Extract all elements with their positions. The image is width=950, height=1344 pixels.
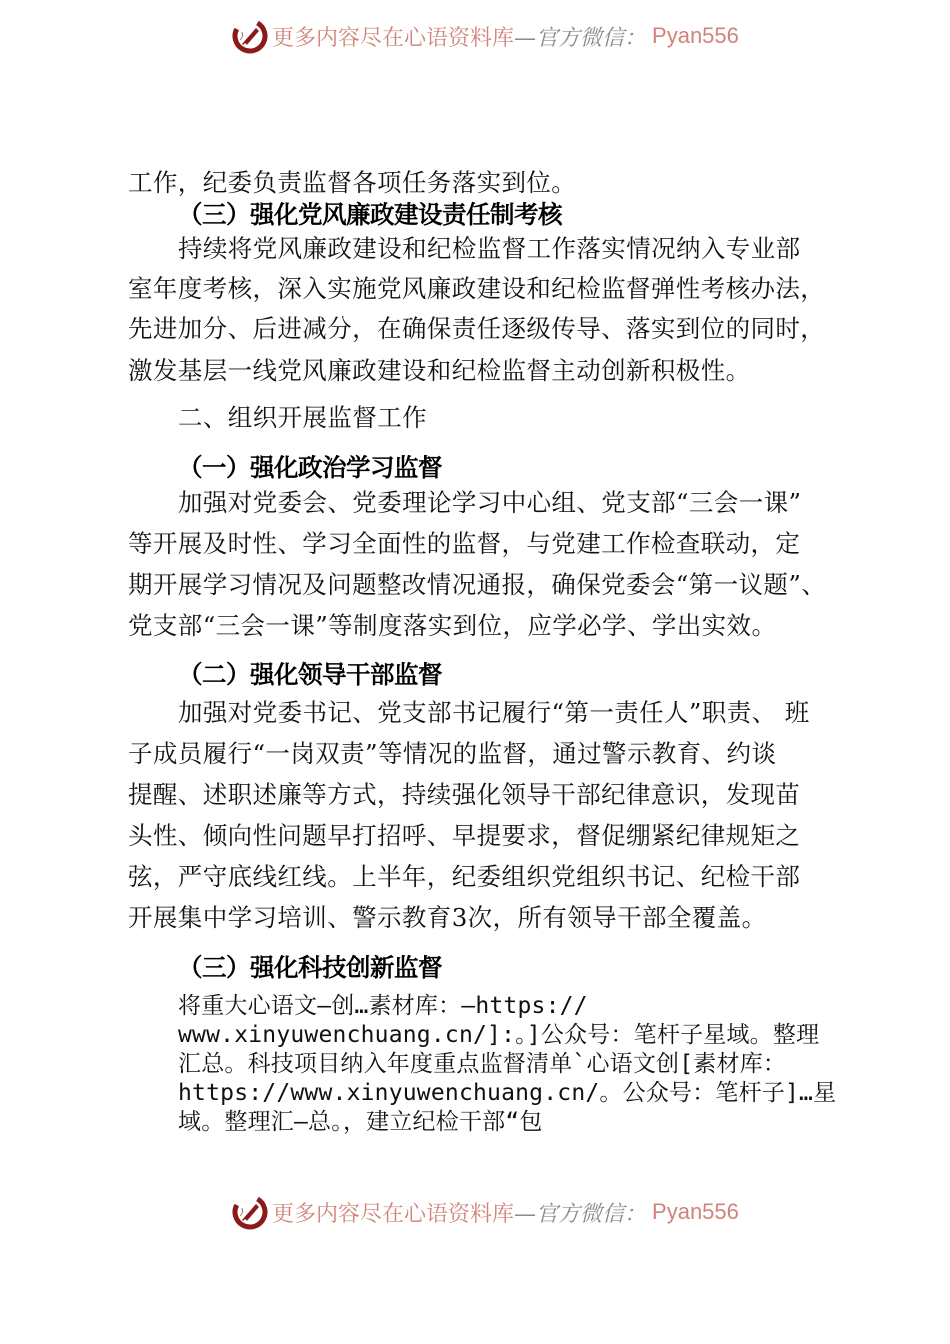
body-line: 持续将党风廉政建设和纪检监督工作落实情况纳入专业部 <box>178 234 801 263</box>
quill-logo-icon <box>232 1194 268 1230</box>
body-line: 加强对党委会、党委理论学习中心组、党支部“三会一课” <box>178 488 802 517</box>
subsection-heading-1-political-study: （一）强化政治学习监督 <box>178 453 442 482</box>
body-line-watermarked: 域。整理汇—总。，建立纪检干部“包 <box>178 1109 543 1135</box>
watermark-wechat-id: Pyan556 <box>652 23 739 48</box>
body-line-watermarked: 将重大心语文—创…素材库：—https:// <box>178 993 588 1019</box>
body-line: 加强对党委书记、党支部书记履行“第一责任人”职责、 班 <box>178 698 810 727</box>
body-line: 子成员履行“一岗双责”等情况的监督，通过警示教育、约谈 <box>128 739 777 768</box>
watermark-wechat-id: Pyan556 <box>652 1199 739 1224</box>
body-line: 弦，严守底线红线。上半年，纪委组织党组织书记、纪检干部 <box>128 862 801 891</box>
header-watermark <box>232 16 739 56</box>
footer-watermark <box>232 1192 739 1232</box>
body-line: 工作，纪委负责监督各项任务落实到位。 <box>128 168 577 197</box>
watermark-separator-text: —官方微信： <box>514 1201 647 1227</box>
watermark-brand-text: 更多内容尽在心语资料库 <box>272 1201 515 1227</box>
watermark-separator-text: —官方微信： <box>514 25 647 51</box>
subsection-heading-2-leadership: （二）强化领导干部监督 <box>178 660 442 689</box>
body-line-watermarked: https://www.xinyuwenchuang.cn/。公众号：笔杆子]…星 <box>178 1080 837 1106</box>
body-line: 室年度考核，深入实施党风廉政建设和纪检监督弹性考核办法， <box>128 274 826 303</box>
quill-logo-icon <box>232 18 268 54</box>
body-line: 等开展及时性、学习全面性的监督，与党建工作检查联动，定 <box>128 529 801 558</box>
body-line: 期开展学习情况及问题整改情况通报，确保党委会“第一议题”、 <box>128 570 827 599</box>
body-line: 激发基层一线党风廉政建设和纪检监督主动创新积极性。 <box>128 356 751 385</box>
body-line: 头性、倾向性问题早打招呼、早提要求，督促绷紧纪律规矩之 <box>128 821 801 850</box>
body-line: 开展集中学习培训、警示教育3次，所有领导干部全覆盖。 <box>128 903 767 932</box>
body-line-watermarked: www.xinyuwenchuang.cn/]:。]公众号：笔杆子星域。整理 <box>178 1022 820 1048</box>
watermark-brand-text: 更多内容尽在心语资料库 <box>272 25 515 51</box>
subsection-heading-3-responsibility-assessment: （三）强化党风廉政建设责任制考核 <box>178 200 562 229</box>
section-heading-2-supervision: 二、组织开展监督工作 <box>178 403 427 432</box>
body-line: 党支部“三会一课”等制度落实到位，应学必学、学出实效。 <box>128 611 777 640</box>
body-line: 提醒、述职述廉等方式，持续强化领导干部纪律意识，发现苗 <box>128 780 801 809</box>
subsection-heading-3-tech-innovation: （三）强化科技创新监督 <box>178 953 442 982</box>
body-line-watermarked: 汇总。科技项目纳入年度重点监督清单`心语文创[素材库： <box>178 1051 787 1077</box>
body-line: 先进加分、后进减分，在确保责任逐级传导、落实到位的同时， <box>128 314 826 343</box>
